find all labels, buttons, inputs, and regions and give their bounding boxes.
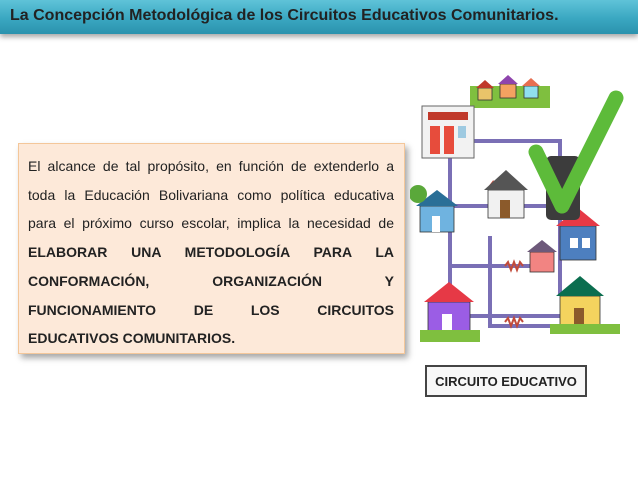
village-top [470, 75, 550, 108]
checkmark-icon [536, 98, 616, 220]
text-box [18, 143, 405, 354]
house-mid-right [527, 240, 557, 272]
title-bar [0, 0, 638, 34]
circuit-label: CIRCUITO EDUCATIVO [435, 374, 577, 389]
house-bottom-left [420, 282, 480, 342]
paragraph [28, 152, 394, 353]
circuit-label-box [426, 366, 586, 396]
house-center [484, 170, 528, 218]
paragraph-emphasis: ELABORAR UNA METODOLOGÍA PARA LA CONFORMACIÓN, ORGANIZACIÓN Y FUNCIONAMIENTO DE LOS CIRCUITOS [28, 244, 394, 318]
paragraph-intro: El alcance de tal propósito, en función de extenderlo a toda la Educación Bolivariana como política educativa para el próximo curso escolar, implica la necesidad de [28, 158, 394, 232]
school-circuit-illustration [410, 66, 628, 400]
slide-title: La Concepción Metodológica de los Circuitos Educativos Comunitarios. [10, 7, 559, 24]
paragraph-emphasis-end: EDUCATIVOS COMUNITARIOS. [28, 330, 236, 347]
school-building [422, 106, 474, 158]
